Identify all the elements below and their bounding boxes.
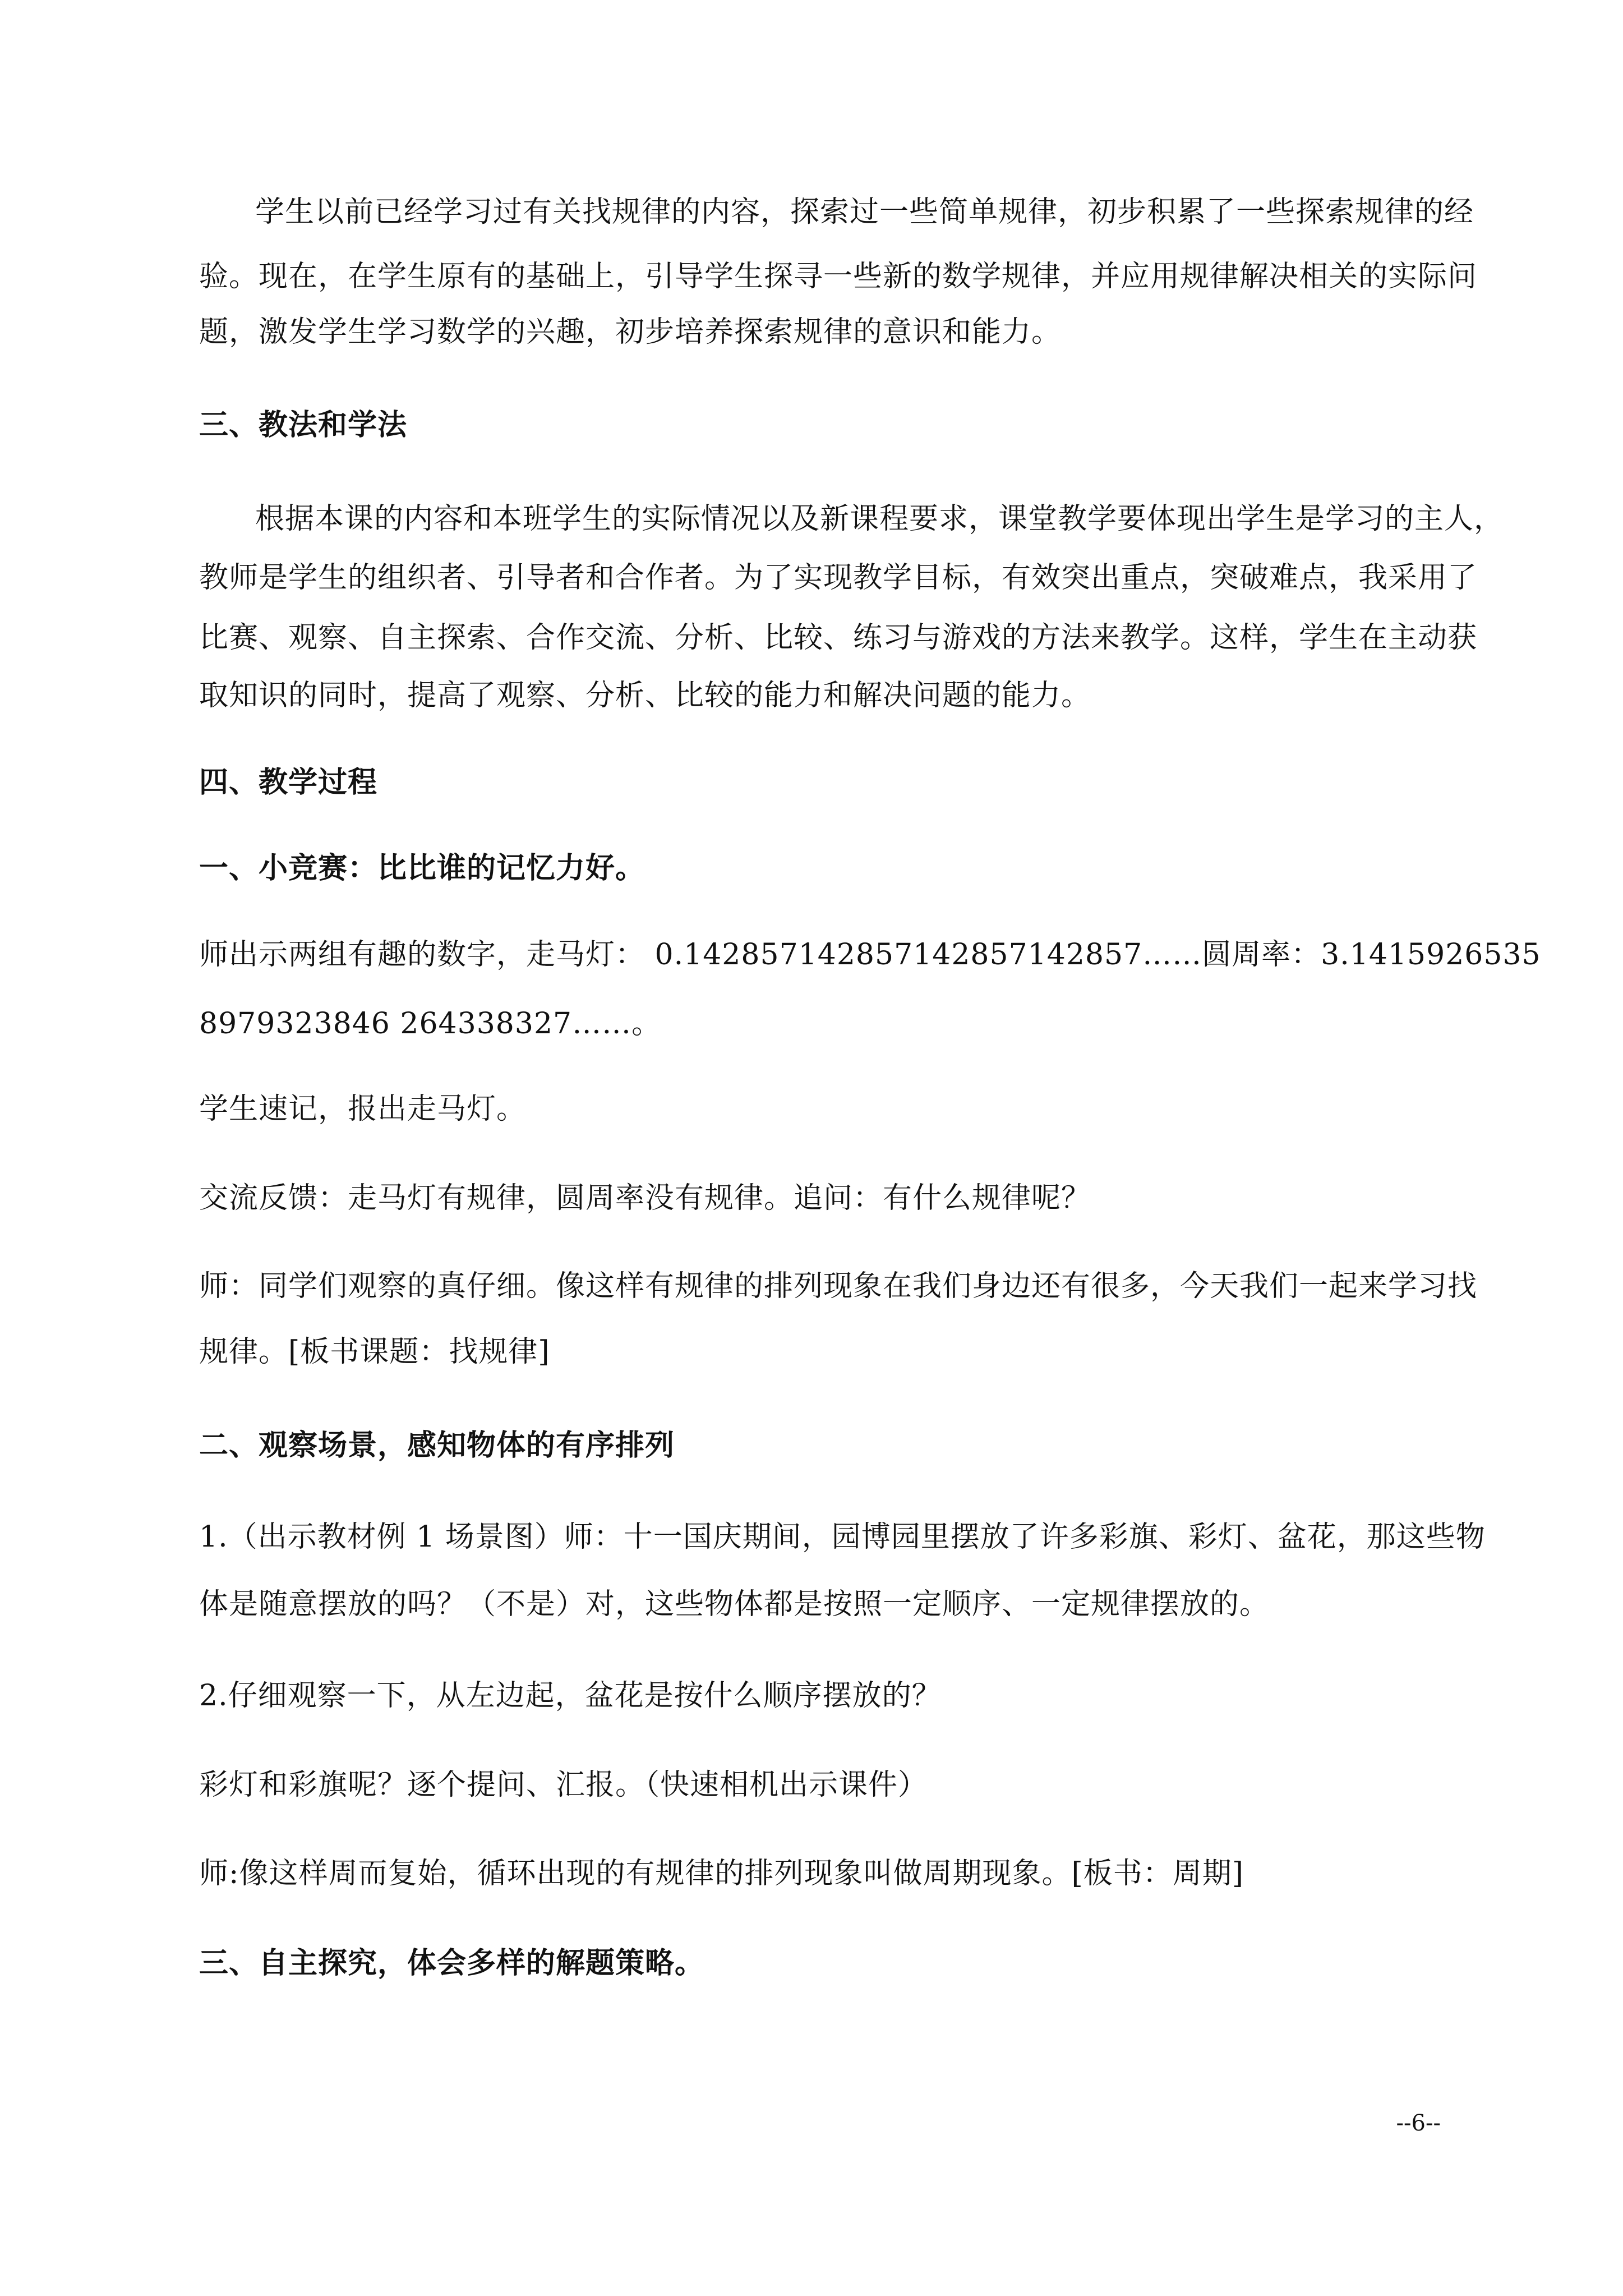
paragraph-line: 8979323846 264338327……。 <box>199 1007 662 1041</box>
paragraph-line: 根据本课的内容和本班学生的实际情况以及新课程要求，课堂教学要体现出学生是学习的主人， <box>255 502 1504 536</box>
paragraph-line: 题，激发学生学习数学的兴趣，初步培养探索规律的意识和能力。 <box>199 315 1062 349</box>
paragraph-line: 彩灯和彩旗呢？逐个提问、汇报。（快速相机出示课件） <box>199 1768 928 1802</box>
paragraph-line: 规律。[板书课题：找规律] <box>199 1335 550 1369</box>
paragraph-line: 体是随意摆放的吗？（不是）对，这些物体都是按照一定顺序、一定规律摆放的。 <box>199 1588 1270 1621</box>
paragraph-line: 比赛、观察、自主探索、合作交流、分析、比较、练习与游戏的方法来教学。这样，学生在主动获 <box>199 621 1478 655</box>
subsection-heading: 三、自主探究，体会多样的解题策略。 <box>199 1946 705 1980</box>
paragraph-line: 师:像这样周而复始，循环出现的有规律的排列现象叫做周期现象。[板书：周期] <box>199 1857 1244 1890</box>
subsection-heading: 一、小竞赛：比比谁的记忆力好。 <box>199 851 645 885</box>
paragraph-line: 学生以前已经学习过有关找规律的内容，探索过一些简单规律，初步积累了一些探索规律的经 <box>255 195 1474 229</box>
page-number: --6-- <box>1396 2110 1441 2136</box>
section-heading: 三、教法和学法 <box>199 408 408 442</box>
subsection-heading: 二、观察场景，感知物体的有序排列 <box>199 1428 675 1462</box>
paragraph-line: 教师是学生的组织者、引导者和合作者。为了实现教学目标，有效突出重点，突破难点，我采用了 <box>199 561 1478 595</box>
paragraph-line: 师出示两组有趣的数字，走马灯： 0.142857142857142857142857……圆周率：3.1415926535 <box>199 938 1541 972</box>
paragraph-line: 验。现在，在学生原有的基础上，引导学生探寻一些新的数学规律，并应用规律解决相关的实际问 <box>199 260 1478 293</box>
paragraph-line: 交流反馈：走马灯有规律，圆周率没有规律。追问：有什么规律呢？ <box>199 1181 1091 1215</box>
paragraph-line: 取知识的同时，提高了观察、分析、比较的能力和解决问题的能力。 <box>199 679 1091 712</box>
paragraph-line: 1.（出示教材例 1 场景图）师：十一国庆期间，园博园里摆放了许多彩旗、彩灯、盆花，那这些物 <box>199 1520 1486 1554</box>
paragraph-line: 师：同学们观察的真仔细。像这样有规律的排列现象在我们身边还有很多，今天我们一起来学习找 <box>199 1269 1478 1303</box>
paragraph-line: 学生速记，报出走马灯。 <box>199 1092 527 1126</box>
section-heading: 四、教学过程 <box>199 765 378 799</box>
paragraph-line: 2.仔细观察一下，从左边起，盆花是按什么顺序摆放的？ <box>199 1679 942 1713</box>
